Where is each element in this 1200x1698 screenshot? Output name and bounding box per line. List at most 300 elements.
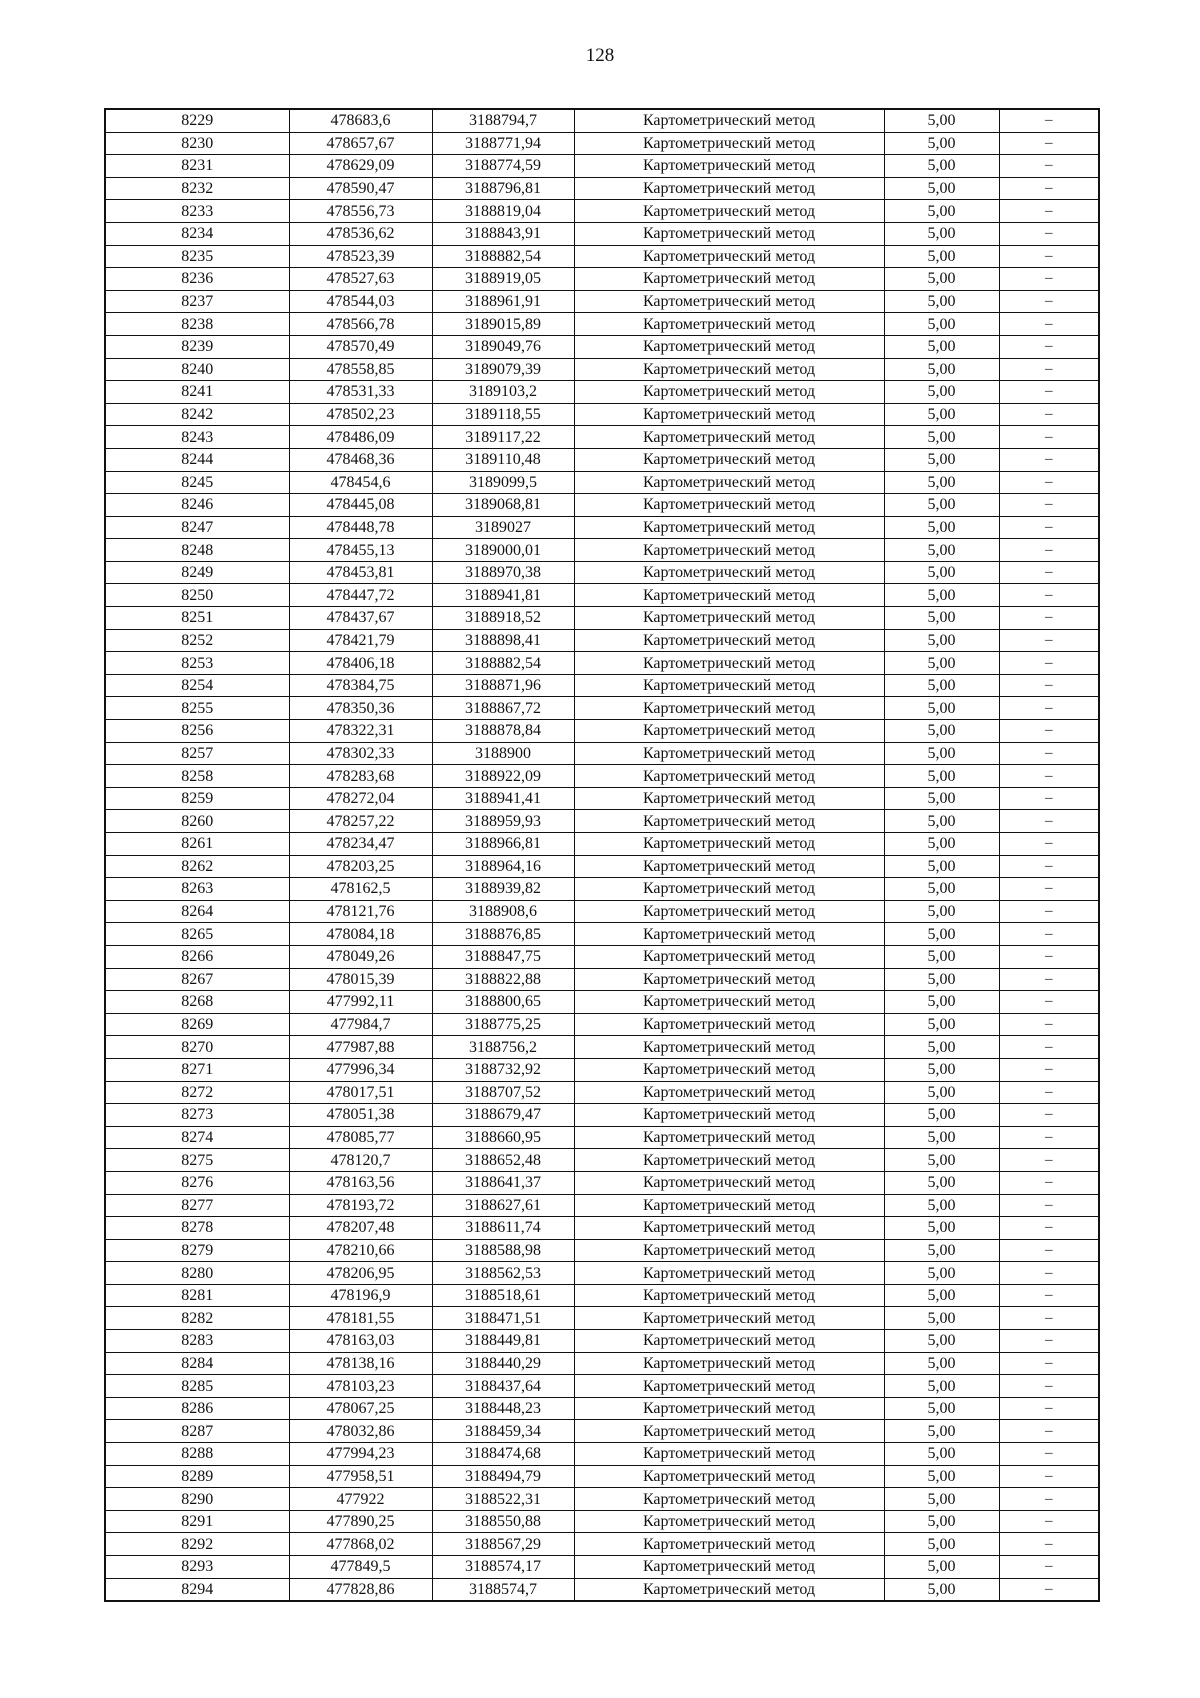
- y-coordinate-cell: 3188756,2: [432, 1036, 574, 1059]
- y-coordinate-cell: 3189015,89: [432, 313, 574, 336]
- y-coordinate-cell: 3188448,23: [432, 1397, 574, 1420]
- y-coordinate-cell: 3188871,96: [432, 674, 574, 697]
- method-cell: Картометрический метод: [574, 1171, 884, 1194]
- point-number-cell: 8292: [105, 1533, 289, 1556]
- description-cell: –: [999, 742, 1099, 765]
- accuracy-cell: 5,00: [884, 1126, 999, 1149]
- point-number-cell: 8265: [105, 923, 289, 946]
- accuracy-cell: 5,00: [884, 268, 999, 291]
- description-cell: –: [999, 855, 1099, 878]
- accuracy-cell: 5,00: [884, 200, 999, 223]
- x-coordinate-cell: 478455,13: [289, 539, 432, 562]
- description-cell: –: [999, 720, 1099, 743]
- description-cell: –: [999, 697, 1099, 720]
- x-coordinate-cell: 478032,86: [289, 1420, 432, 1443]
- method-cell: Картометрический метод: [574, 1284, 884, 1307]
- description-cell: –: [999, 1104, 1099, 1127]
- point-number-cell: 8250: [105, 584, 289, 607]
- method-cell: Картометрический метод: [574, 765, 884, 788]
- table-row: [105, 1217, 1099, 1240]
- description-cell: –: [999, 923, 1099, 946]
- description-cell: –: [999, 1488, 1099, 1511]
- description-cell: –: [999, 1171, 1099, 1194]
- method-cell: Картометрический метод: [574, 222, 884, 245]
- table-row: [105, 810, 1099, 833]
- method-cell: Картометрический метод: [574, 1262, 884, 1285]
- description-cell: –: [999, 358, 1099, 381]
- point-number-cell: 8247: [105, 516, 289, 539]
- description-cell: –: [999, 607, 1099, 630]
- table-row: [105, 1330, 1099, 1353]
- description-cell: –: [999, 1058, 1099, 1081]
- method-cell: Картометрический метод: [574, 268, 884, 291]
- table-row: [105, 584, 1099, 607]
- point-number-cell: 8232: [105, 177, 289, 200]
- x-coordinate-cell: 478084,18: [289, 923, 432, 946]
- method-cell: Картометрический метод: [574, 991, 884, 1014]
- point-number-cell: 8262: [105, 855, 289, 878]
- table-row: [105, 290, 1099, 313]
- point-number-cell: 8290: [105, 1488, 289, 1511]
- point-number-cell: 8256: [105, 720, 289, 743]
- x-coordinate-cell: 478207,48: [289, 1217, 432, 1240]
- table-row: [105, 268, 1099, 291]
- x-coordinate-cell: 478556,73: [289, 200, 432, 223]
- table-row: [105, 1375, 1099, 1398]
- description-cell: –: [999, 245, 1099, 268]
- table-row: [105, 403, 1099, 426]
- point-number-cell: 8279: [105, 1239, 289, 1262]
- accuracy-cell: 5,00: [884, 426, 999, 449]
- x-coordinate-cell: 478322,31: [289, 720, 432, 743]
- point-number-cell: 8234: [105, 222, 289, 245]
- method-cell: Картометрический метод: [574, 810, 884, 833]
- accuracy-cell: 5,00: [884, 313, 999, 336]
- x-coordinate-cell: 478536,62: [289, 222, 432, 245]
- y-coordinate-cell: 3188437,64: [432, 1375, 574, 1398]
- y-coordinate-cell: 3188574,17: [432, 1556, 574, 1579]
- coordinates-table-body: [105, 109, 1099, 1601]
- x-coordinate-cell: 478447,72: [289, 584, 432, 607]
- method-cell: Картометрический метод: [574, 516, 884, 539]
- x-coordinate-cell: 477996,34: [289, 1058, 432, 1081]
- y-coordinate-cell: 3188550,88: [432, 1510, 574, 1533]
- method-cell: Картометрический метод: [574, 923, 884, 946]
- accuracy-cell: 5,00: [884, 471, 999, 494]
- table-row: [105, 516, 1099, 539]
- method-cell: Картометрический метод: [574, 426, 884, 449]
- accuracy-cell: 5,00: [884, 1443, 999, 1466]
- y-coordinate-cell: 3188819,04: [432, 200, 574, 223]
- accuracy-cell: 5,00: [884, 968, 999, 991]
- point-number-cell: 8246: [105, 494, 289, 517]
- method-cell: Картометрический метод: [574, 1013, 884, 1036]
- description-cell: –: [999, 1556, 1099, 1579]
- y-coordinate-cell: 3188660,95: [432, 1126, 574, 1149]
- table-row: [105, 561, 1099, 584]
- table-row: [105, 900, 1099, 923]
- accuracy-cell: 5,00: [884, 607, 999, 630]
- point-number-cell: 8236: [105, 268, 289, 291]
- method-cell: Картометрический метод: [574, 1375, 884, 1398]
- x-coordinate-cell: 478657,67: [289, 132, 432, 155]
- description-cell: –: [999, 539, 1099, 562]
- x-coordinate-cell: 478486,09: [289, 426, 432, 449]
- accuracy-cell: 5,00: [884, 290, 999, 313]
- y-coordinate-cell: 3188440,29: [432, 1352, 574, 1375]
- method-cell: Картометрический метод: [574, 471, 884, 494]
- accuracy-cell: 5,00: [884, 381, 999, 404]
- accuracy-cell: 5,00: [884, 403, 999, 426]
- table-row: [105, 968, 1099, 991]
- y-coordinate-cell: 3188908,6: [432, 900, 574, 923]
- point-number-cell: 8258: [105, 765, 289, 788]
- point-number-cell: 8244: [105, 448, 289, 471]
- y-coordinate-cell: 3188882,54: [432, 245, 574, 268]
- y-coordinate-cell: 3188941,41: [432, 787, 574, 810]
- description-cell: –: [999, 1217, 1099, 1240]
- x-coordinate-cell: 477868,02: [289, 1533, 432, 1556]
- description-cell: –: [999, 448, 1099, 471]
- x-coordinate-cell: 478210,66: [289, 1239, 432, 1262]
- x-coordinate-cell: 478523,39: [289, 245, 432, 268]
- x-coordinate-cell: 478257,22: [289, 810, 432, 833]
- coordinates-table: [104, 108, 1100, 1602]
- accuracy-cell: 5,00: [884, 1104, 999, 1127]
- point-number-cell: 8251: [105, 607, 289, 630]
- accuracy-cell: 5,00: [884, 1239, 999, 1262]
- table-row: [105, 629, 1099, 652]
- description-cell: –: [999, 426, 1099, 449]
- point-number-cell: 8230: [105, 132, 289, 155]
- y-coordinate-cell: 3188876,85: [432, 923, 574, 946]
- method-cell: Картометрический метод: [574, 878, 884, 901]
- method-cell: Картометрический метод: [574, 697, 884, 720]
- method-cell: Картометрический метод: [574, 245, 884, 268]
- description-cell: –: [999, 471, 1099, 494]
- x-coordinate-cell: 478448,78: [289, 516, 432, 539]
- method-cell: Картометрический метод: [574, 607, 884, 630]
- x-coordinate-cell: 478121,76: [289, 900, 432, 923]
- page-number: 128: [585, 45, 615, 66]
- table-row: [105, 1510, 1099, 1533]
- point-number-cell: 8238: [105, 313, 289, 336]
- table-row: [105, 1262, 1099, 1285]
- table-row: [105, 1058, 1099, 1081]
- y-coordinate-cell: 3189079,39: [432, 358, 574, 381]
- method-cell: Картометрический метод: [574, 1307, 884, 1330]
- x-coordinate-cell: 478453,81: [289, 561, 432, 584]
- description-cell: –: [999, 268, 1099, 291]
- point-number-cell: 8275: [105, 1149, 289, 1172]
- point-number-cell: 8231: [105, 155, 289, 178]
- accuracy-cell: 5,00: [884, 358, 999, 381]
- table-row: [105, 313, 1099, 336]
- point-number-cell: 8285: [105, 1375, 289, 1398]
- accuracy-cell: 5,00: [884, 1556, 999, 1579]
- accuracy-cell: 5,00: [884, 516, 999, 539]
- accuracy-cell: 5,00: [884, 1488, 999, 1511]
- table-row: [105, 1578, 1099, 1601]
- accuracy-cell: 5,00: [884, 222, 999, 245]
- accuracy-cell: 5,00: [884, 1397, 999, 1420]
- table-row: [105, 674, 1099, 697]
- table-row: [105, 155, 1099, 178]
- description-cell: –: [999, 290, 1099, 313]
- method-cell: Картометрический метод: [574, 494, 884, 517]
- point-number-cell: 8260: [105, 810, 289, 833]
- description-cell: –: [999, 1578, 1099, 1601]
- y-coordinate-cell: 3188627,61: [432, 1194, 574, 1217]
- x-coordinate-cell: 478629,09: [289, 155, 432, 178]
- description-cell: –: [999, 674, 1099, 697]
- description-cell: –: [999, 200, 1099, 223]
- description-cell: –: [999, 629, 1099, 652]
- y-coordinate-cell: 3188775,25: [432, 1013, 574, 1036]
- method-cell: Картометрический метод: [574, 1036, 884, 1059]
- point-number-cell: 8233: [105, 200, 289, 223]
- y-coordinate-cell: 3188961,91: [432, 290, 574, 313]
- method-cell: Картометрический метод: [574, 1239, 884, 1262]
- method-cell: Картометрический метод: [574, 1330, 884, 1353]
- x-coordinate-cell: 478181,55: [289, 1307, 432, 1330]
- x-coordinate-cell: 478049,26: [289, 945, 432, 968]
- description-cell: –: [999, 1330, 1099, 1353]
- point-number-cell: 8271: [105, 1058, 289, 1081]
- point-number-cell: 8282: [105, 1307, 289, 1330]
- method-cell: Картометрический метод: [574, 200, 884, 223]
- description-cell: –: [999, 900, 1099, 923]
- method-cell: Картометрический метод: [574, 742, 884, 765]
- y-coordinate-cell: 3188796,81: [432, 177, 574, 200]
- y-coordinate-cell: 3188679,47: [432, 1104, 574, 1127]
- table-row: [105, 1556, 1099, 1579]
- accuracy-cell: 5,00: [884, 787, 999, 810]
- y-coordinate-cell: 3189027: [432, 516, 574, 539]
- description-cell: –: [999, 132, 1099, 155]
- description-cell: –: [999, 1533, 1099, 1556]
- description-cell: –: [999, 584, 1099, 607]
- table-row: [105, 720, 1099, 743]
- x-coordinate-cell: 478163,03: [289, 1330, 432, 1353]
- point-number-cell: 8241: [105, 381, 289, 404]
- point-number-cell: 8263: [105, 878, 289, 901]
- method-cell: Картометрический метод: [574, 132, 884, 155]
- method-cell: Картометрический метод: [574, 1488, 884, 1511]
- table-row: [105, 1036, 1099, 1059]
- x-coordinate-cell: 478406,18: [289, 652, 432, 675]
- point-number-cell: 8240: [105, 358, 289, 381]
- accuracy-cell: 5,00: [884, 991, 999, 1014]
- description-cell: –: [999, 765, 1099, 788]
- method-cell: Картометрический метод: [574, 1217, 884, 1240]
- point-number-cell: 8293: [105, 1556, 289, 1579]
- point-number-cell: 8264: [105, 900, 289, 923]
- y-coordinate-cell: 3188449,81: [432, 1330, 574, 1353]
- accuracy-cell: 5,00: [884, 697, 999, 720]
- method-cell: Картометрический метод: [574, 381, 884, 404]
- x-coordinate-cell: 477958,51: [289, 1465, 432, 1488]
- table-row: [105, 855, 1099, 878]
- x-coordinate-cell: 477849,5: [289, 1556, 432, 1579]
- accuracy-cell: 5,00: [884, 833, 999, 856]
- method-cell: Картометрический метод: [574, 1194, 884, 1217]
- method-cell: Картометрический метод: [574, 448, 884, 471]
- y-coordinate-cell: 3188794,7: [432, 109, 574, 132]
- table-row: [105, 787, 1099, 810]
- point-number-cell: 8289: [105, 1465, 289, 1488]
- accuracy-cell: 5,00: [884, 900, 999, 923]
- accuracy-cell: 5,00: [884, 132, 999, 155]
- method-cell: Картометрический метод: [574, 403, 884, 426]
- description-cell: –: [999, 1375, 1099, 1398]
- table-row: [105, 132, 1099, 155]
- y-coordinate-cell: 3188588,98: [432, 1239, 574, 1262]
- y-coordinate-cell: 3188922,09: [432, 765, 574, 788]
- table-row: [105, 381, 1099, 404]
- accuracy-cell: 5,00: [884, 878, 999, 901]
- accuracy-cell: 5,00: [884, 1578, 999, 1601]
- x-coordinate-cell: 478683,6: [289, 109, 432, 132]
- description-cell: –: [999, 810, 1099, 833]
- table-row: [105, 448, 1099, 471]
- table-row: [105, 765, 1099, 788]
- x-coordinate-cell: 478502,23: [289, 403, 432, 426]
- y-coordinate-cell: 3188518,61: [432, 1284, 574, 1307]
- description-cell: –: [999, 1081, 1099, 1104]
- accuracy-cell: 5,00: [884, 1217, 999, 1240]
- table-row: [105, 1013, 1099, 1036]
- x-coordinate-cell: 478138,16: [289, 1352, 432, 1375]
- point-number-cell: 8273: [105, 1104, 289, 1127]
- method-cell: Картометрический метод: [574, 1149, 884, 1172]
- y-coordinate-cell: 3188471,51: [432, 1307, 574, 1330]
- table-row: [105, 991, 1099, 1014]
- accuracy-cell: 5,00: [884, 629, 999, 652]
- description-cell: –: [999, 878, 1099, 901]
- y-coordinate-cell: 3188574,7: [432, 1578, 574, 1601]
- table-row: [105, 923, 1099, 946]
- method-cell: Картометрический метод: [574, 652, 884, 675]
- method-cell: Картометрический метод: [574, 720, 884, 743]
- accuracy-cell: 5,00: [884, 945, 999, 968]
- y-coordinate-cell: 3188494,79: [432, 1465, 574, 1488]
- description-cell: –: [999, 1194, 1099, 1217]
- point-number-cell: 8278: [105, 1217, 289, 1240]
- accuracy-cell: 5,00: [884, 810, 999, 833]
- y-coordinate-cell: 3188611,74: [432, 1217, 574, 1240]
- y-coordinate-cell: 3188847,75: [432, 945, 574, 968]
- x-coordinate-cell: 478302,33: [289, 742, 432, 765]
- y-coordinate-cell: 3188652,48: [432, 1149, 574, 1172]
- y-coordinate-cell: 3188867,72: [432, 697, 574, 720]
- method-cell: Картометрический метод: [574, 968, 884, 991]
- description-cell: –: [999, 177, 1099, 200]
- point-number-cell: 8254: [105, 674, 289, 697]
- point-number-cell: 8253: [105, 652, 289, 675]
- y-coordinate-cell: 3188966,81: [432, 833, 574, 856]
- description-cell: –: [999, 1036, 1099, 1059]
- description-cell: –: [999, 652, 1099, 675]
- point-number-cell: 8269: [105, 1013, 289, 1036]
- description-cell: –: [999, 1307, 1099, 1330]
- method-cell: Картометрический метод: [574, 1533, 884, 1556]
- y-coordinate-cell: 3188641,37: [432, 1171, 574, 1194]
- y-coordinate-cell: 3188964,16: [432, 855, 574, 878]
- table-row: [105, 1194, 1099, 1217]
- accuracy-cell: 5,00: [884, 1375, 999, 1398]
- x-coordinate-cell: 478206,95: [289, 1262, 432, 1285]
- table-row: [105, 1171, 1099, 1194]
- description-cell: –: [999, 561, 1099, 584]
- point-number-cell: 8245: [105, 471, 289, 494]
- method-cell: Картометрический метод: [574, 674, 884, 697]
- accuracy-cell: 5,00: [884, 245, 999, 268]
- table-row: [105, 1352, 1099, 1375]
- accuracy-cell: 5,00: [884, 1352, 999, 1375]
- table-row: [105, 1149, 1099, 1172]
- accuracy-cell: 5,00: [884, 1013, 999, 1036]
- accuracy-cell: 5,00: [884, 1330, 999, 1353]
- x-coordinate-cell: 478017,51: [289, 1081, 432, 1104]
- description-cell: –: [999, 109, 1099, 132]
- x-coordinate-cell: 478566,78: [289, 313, 432, 336]
- accuracy-cell: 5,00: [884, 720, 999, 743]
- y-coordinate-cell: 3189103,2: [432, 381, 574, 404]
- table-row: [105, 222, 1099, 245]
- description-cell: –: [999, 516, 1099, 539]
- table-row: [105, 945, 1099, 968]
- point-number-cell: 8268: [105, 991, 289, 1014]
- table-row: [105, 109, 1099, 132]
- table-row: [105, 607, 1099, 630]
- method-cell: Картометрический метод: [574, 1352, 884, 1375]
- point-number-cell: 8280: [105, 1262, 289, 1285]
- accuracy-cell: 5,00: [884, 494, 999, 517]
- point-number-cell: 8270: [105, 1036, 289, 1059]
- description-cell: –: [999, 945, 1099, 968]
- description-cell: –: [999, 1126, 1099, 1149]
- y-coordinate-cell: 3188459,34: [432, 1420, 574, 1443]
- point-number-cell: 8272: [105, 1081, 289, 1104]
- x-coordinate-cell: 477987,88: [289, 1036, 432, 1059]
- description-cell: –: [999, 1352, 1099, 1375]
- x-coordinate-cell: 478196,9: [289, 1284, 432, 1307]
- table-row: [105, 1126, 1099, 1149]
- table-row: [105, 742, 1099, 765]
- method-cell: Картометрический метод: [574, 177, 884, 200]
- method-cell: Картометрический метод: [574, 358, 884, 381]
- method-cell: Картометрический метод: [574, 1058, 884, 1081]
- table-row: [105, 697, 1099, 720]
- accuracy-cell: 5,00: [884, 584, 999, 607]
- accuracy-cell: 5,00: [884, 1171, 999, 1194]
- y-coordinate-cell: 3189068,81: [432, 494, 574, 517]
- x-coordinate-cell: 478531,33: [289, 381, 432, 404]
- description-cell: –: [999, 787, 1099, 810]
- method-cell: Картометрический метод: [574, 561, 884, 584]
- description-cell: –: [999, 1262, 1099, 1285]
- point-number-cell: 8267: [105, 968, 289, 991]
- accuracy-cell: 5,00: [884, 561, 999, 584]
- x-coordinate-cell: 478103,23: [289, 1375, 432, 1398]
- x-coordinate-cell: 478085,77: [289, 1126, 432, 1149]
- accuracy-cell: 5,00: [884, 1058, 999, 1081]
- y-coordinate-cell: 3189049,76: [432, 335, 574, 358]
- description-cell: –: [999, 494, 1099, 517]
- x-coordinate-cell: 478468,36: [289, 448, 432, 471]
- method-cell: Картометрический метод: [574, 900, 884, 923]
